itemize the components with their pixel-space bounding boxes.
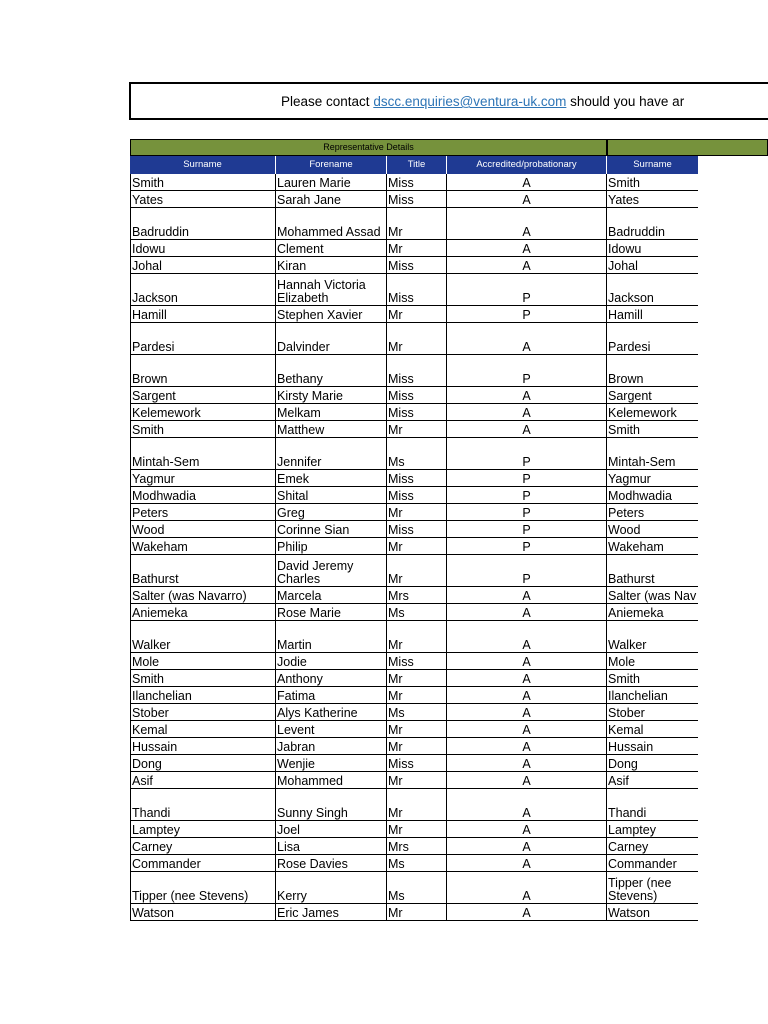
forename-cell: Corinne Sian — [276, 521, 387, 537]
surname-2-cell: Carney — [608, 840, 649, 854]
surname-cell: Jackson — [130, 274, 276, 305]
title-cell: Miss — [387, 404, 447, 420]
surname-cell: Watson — [130, 904, 276, 920]
status-cell: P — [447, 306, 607, 322]
title-cell: Miss — [387, 470, 447, 486]
surname-2-cell: Sargent — [608, 389, 652, 403]
surname-2-cell: Modhwadia — [608, 489, 672, 503]
status-cell: A — [447, 604, 607, 620]
status-cell: A — [447, 404, 607, 420]
forename-cell: Shital — [276, 487, 387, 503]
forename-cell: Wenjie — [276, 755, 387, 771]
forename-cell: Jennifer — [276, 438, 387, 469]
forename-cell: Kerry — [276, 872, 387, 903]
surname-cell: Tipper (nee Stevens) — [130, 872, 276, 903]
status-cell: P — [447, 274, 607, 305]
col-header-forename: Forename — [276, 156, 387, 174]
status-cell: A — [447, 174, 607, 190]
surname-2-cell: Wakeham — [608, 540, 664, 554]
status-cell: P — [447, 355, 607, 386]
surname-cell: Mintah-Sem — [130, 438, 276, 469]
title-cell: Mr — [387, 208, 447, 239]
col-header-status: Accredited/probationary — [447, 156, 607, 174]
status-cell: A — [447, 855, 607, 871]
title-cell: Miss — [387, 274, 447, 305]
surname-cell: Bathurst — [130, 555, 276, 586]
status-cell: A — [447, 421, 607, 437]
table-row — [130, 174, 698, 191]
table-row — [130, 555, 698, 587]
status-cell: A — [447, 789, 607, 820]
status-cell: A — [447, 738, 607, 754]
title-cell: Miss — [387, 521, 447, 537]
title-cell: Mr — [387, 240, 447, 256]
notice-suffix: should you have ar — [566, 94, 685, 109]
surname-cell: Hussain — [130, 738, 276, 754]
surname-cell: Aniemeka — [130, 604, 276, 620]
table-row — [130, 438, 698, 470]
forename-cell: Lisa — [276, 838, 387, 854]
surname-cell: Kemal — [130, 721, 276, 737]
status-cell: A — [447, 838, 607, 854]
status-cell: A — [447, 721, 607, 737]
forename-cell: Kirsty Marie — [276, 387, 387, 403]
contact-notice-text — [281, 94, 684, 109]
forename-cell: Alys Katherine — [276, 704, 387, 720]
surname-2-cell: Thandi — [608, 806, 647, 820]
surname-2-cell: Walker — [608, 638, 647, 652]
surname-cell: Sargent — [130, 387, 276, 403]
table-row — [130, 257, 698, 274]
contact-notice-box — [129, 82, 768, 120]
surname-cell: Wakeham — [130, 538, 276, 554]
surname-2-cell: Aniemeka — [608, 606, 664, 620]
surname-2-cell: Kemal — [608, 723, 644, 737]
surname-2-cell: Brown — [608, 372, 644, 386]
forename-cell: Jabran — [276, 738, 387, 754]
title-cell: Mr — [387, 721, 447, 737]
surname-cell: Salter (was Navarro) — [130, 587, 276, 603]
forename-cell: Rose Marie — [276, 604, 387, 620]
representative-details-header: Representative Details — [130, 139, 607, 156]
surname-cell: Yates — [130, 191, 276, 207]
surname-cell: Johal — [130, 257, 276, 273]
table-row — [130, 755, 698, 772]
status-cell: P — [447, 504, 607, 520]
status-cell: A — [447, 772, 607, 788]
surname-2-cell: Commander — [608, 857, 677, 871]
forename-cell: Jodie — [276, 653, 387, 669]
title-cell: Miss — [387, 174, 447, 190]
title-cell: Mr — [387, 738, 447, 754]
status-cell: A — [447, 670, 607, 686]
title-cell: Mr — [387, 789, 447, 820]
col-header-surname-2: Surname — [607, 156, 698, 174]
surname-2-cell: Ilanchelian — [608, 689, 668, 703]
next-section-header — [607, 139, 768, 156]
surname-cell: Smith — [130, 174, 276, 190]
surname-cell: Commander — [130, 855, 276, 871]
status-cell: A — [447, 821, 607, 837]
forename-cell: Anthony — [276, 670, 387, 686]
title-cell: Mr — [387, 687, 447, 703]
forename-cell: Mohammed — [276, 772, 387, 788]
status-cell: P — [447, 538, 607, 554]
table-row — [130, 872, 698, 904]
table-row — [130, 470, 698, 487]
surname-2-cell: Bathurst — [608, 572, 655, 586]
forename-cell: Matthew — [276, 421, 387, 437]
status-cell: P — [447, 521, 607, 537]
status-cell: P — [447, 438, 607, 469]
surname-cell: Stober — [130, 704, 276, 720]
forename-cell: Melkam — [276, 404, 387, 420]
table-row — [130, 821, 698, 838]
surname-cell: Walker — [130, 621, 276, 652]
surname-2-cell: Idowu — [608, 242, 642, 256]
surname-cell: Smith — [130, 670, 276, 686]
surname-2-cell: Badruddin — [608, 225, 665, 239]
status-cell: A — [447, 323, 607, 354]
surname-cell: Carney — [130, 838, 276, 854]
surname-2-cell: Peters — [608, 506, 645, 520]
status-cell: A — [447, 208, 607, 239]
title-cell: Miss — [387, 755, 447, 771]
table-row — [130, 587, 698, 604]
title-cell: Mr — [387, 555, 447, 586]
surname-2-cell: Yagmur — [608, 472, 651, 486]
surname-cell: Dong — [130, 755, 276, 771]
surname-2-cell: Watson — [608, 906, 650, 920]
title-cell: Mr — [387, 504, 447, 520]
title-cell: Ms — [387, 438, 447, 469]
table-row — [130, 789, 698, 821]
forename-cell: Philip — [276, 538, 387, 554]
status-cell: A — [447, 653, 607, 669]
status-cell: A — [447, 240, 607, 256]
status-cell: A — [447, 387, 607, 403]
title-cell: Mr — [387, 821, 447, 837]
forename-cell: Sunny Singh — [276, 789, 387, 820]
table-row — [130, 904, 698, 921]
title-cell: Mr — [387, 670, 447, 686]
title-cell: Mr — [387, 621, 447, 652]
title-cell: Mr — [387, 904, 447, 920]
forename-cell: Fatima — [276, 687, 387, 703]
title-cell: Mr — [387, 538, 447, 554]
surname-cell: Lamptey — [130, 821, 276, 837]
title-cell: Ms — [387, 872, 447, 903]
table-row — [130, 838, 698, 855]
status-cell: A — [447, 587, 607, 603]
table-row — [130, 670, 698, 687]
surname-cell: Peters — [130, 504, 276, 520]
status-cell: A — [447, 191, 607, 207]
table-row — [130, 274, 698, 306]
table-row — [130, 521, 698, 538]
table-row — [130, 208, 698, 240]
surname-2-cell: Smith — [608, 672, 640, 686]
title-cell: Miss — [387, 487, 447, 503]
forename-cell: Bethany — [276, 355, 387, 386]
forename-cell: Marcela — [276, 587, 387, 603]
notice-prefix: Please contact — [281, 94, 374, 109]
title-cell: Ms — [387, 704, 447, 720]
forename-cell: Emek — [276, 470, 387, 486]
surname-cell: Mole — [130, 653, 276, 669]
table-row — [130, 504, 698, 521]
surname-2-cell: Tipper (nee Stevens) — [608, 876, 672, 903]
surname-2-cell: Hussain — [608, 740, 654, 754]
table-row — [130, 191, 698, 208]
table-row — [130, 421, 698, 438]
title-cell: Miss — [387, 387, 447, 403]
table-row — [130, 487, 698, 504]
status-cell: A — [447, 755, 607, 771]
title-cell: Mr — [387, 306, 447, 322]
surname-cell: Kelemework — [130, 404, 276, 420]
surname-2-cell: Johal — [608, 259, 638, 273]
forename-cell: Stephen Xavier — [276, 306, 387, 322]
forename-cell: David Jeremy Charles — [276, 555, 387, 586]
title-cell: Ms — [387, 855, 447, 871]
title-cell: Mr — [387, 323, 447, 354]
table-row — [130, 772, 698, 789]
forename-cell: Joel — [276, 821, 387, 837]
forename-cell: Dalvinder — [276, 323, 387, 354]
surname-cell: Wood — [130, 521, 276, 537]
status-cell: A — [447, 872, 607, 903]
surname-cell: Idowu — [130, 240, 276, 256]
title-cell: Mrs — [387, 587, 447, 603]
title-cell: Miss — [387, 191, 447, 207]
forename-cell: Clement — [276, 240, 387, 256]
surname-cell: Thandi — [130, 789, 276, 820]
surname-2-cell: Asif — [608, 774, 629, 788]
title-cell: Miss — [387, 653, 447, 669]
col-header-title: Title — [387, 156, 447, 174]
surname-2-cell: Mintah-Sem — [608, 455, 676, 469]
table-row — [130, 240, 698, 257]
forename-cell: Rose Davies — [276, 855, 387, 871]
table-row — [130, 721, 698, 738]
table-row — [130, 323, 698, 355]
surname-cell: Pardesi — [130, 323, 276, 354]
forename-cell: Eric James — [276, 904, 387, 920]
title-cell: Mr — [387, 421, 447, 437]
surname-cell: Smith — [130, 421, 276, 437]
surname-2-cell: Smith — [608, 176, 640, 190]
table-row — [130, 738, 698, 755]
status-cell: A — [447, 687, 607, 703]
status-cell: A — [447, 904, 607, 920]
surname-2-cell: Kelemework — [608, 406, 677, 420]
title-cell: Mrs — [387, 838, 447, 854]
surname-cell: Yagmur — [130, 470, 276, 486]
forename-cell: Martin — [276, 621, 387, 652]
table-row — [130, 387, 698, 404]
table-row — [130, 687, 698, 704]
title-cell: Mr — [387, 772, 447, 788]
surname-2-cell: Hamill — [608, 308, 643, 322]
table-row — [130, 538, 698, 555]
surname-2-cell: Jackson — [608, 291, 654, 305]
forename-cell: Levent — [276, 721, 387, 737]
table-row — [130, 404, 698, 421]
surname-2-cell: Wood — [608, 523, 641, 537]
surname-2-cell: Yates — [608, 193, 640, 207]
representatives-table — [130, 174, 698, 921]
col-header-surname: Surname — [130, 156, 276, 174]
surname-2-cell: Mole — [608, 655, 636, 669]
status-cell: A — [447, 704, 607, 720]
table-row — [130, 355, 698, 387]
status-cell: P — [447, 487, 607, 503]
surname-2-cell: Smith — [608, 423, 640, 437]
title-cell: Miss — [387, 257, 447, 273]
status-cell: A — [447, 621, 607, 652]
surname-cell: Modhwadia — [130, 487, 276, 503]
forename-cell: Hannah Victoria Elizabeth — [276, 274, 387, 305]
surname-2-cell: Salter (was Nav — [608, 589, 697, 603]
table-row — [130, 855, 698, 872]
forename-cell: Lauren Marie — [276, 174, 387, 190]
table-row — [130, 704, 698, 721]
table-row — [130, 604, 698, 621]
surname-cell: Hamill — [130, 306, 276, 322]
surname-cell: Asif — [130, 772, 276, 788]
table-row — [130, 306, 698, 323]
table-row — [130, 621, 698, 653]
forename-cell: Mohammed Assad — [276, 208, 387, 239]
enquiries-email-link[interactable]: dscc.enquiries@ventura-uk.com — [373, 94, 567, 109]
forename-cell: Greg — [276, 504, 387, 520]
title-cell: Ms — [387, 604, 447, 620]
surname-2-cell: Lamptey — [608, 823, 656, 837]
title-cell: Miss — [387, 355, 447, 386]
surname-2-cell: Pardesi — [608, 340, 651, 354]
status-cell: A — [447, 257, 607, 273]
status-cell: P — [447, 470, 607, 486]
surname-cell: Brown — [130, 355, 276, 386]
status-cell: P — [447, 555, 607, 586]
surname-2-cell: Dong — [608, 757, 638, 771]
forename-cell: Kiran — [276, 257, 387, 273]
surname-cell: Ilanchelian — [130, 687, 276, 703]
forename-cell: Sarah Jane — [276, 191, 387, 207]
table-row — [130, 653, 698, 670]
surname-2-cell: Stober — [608, 706, 645, 720]
surname-cell: Badruddin — [130, 208, 276, 239]
